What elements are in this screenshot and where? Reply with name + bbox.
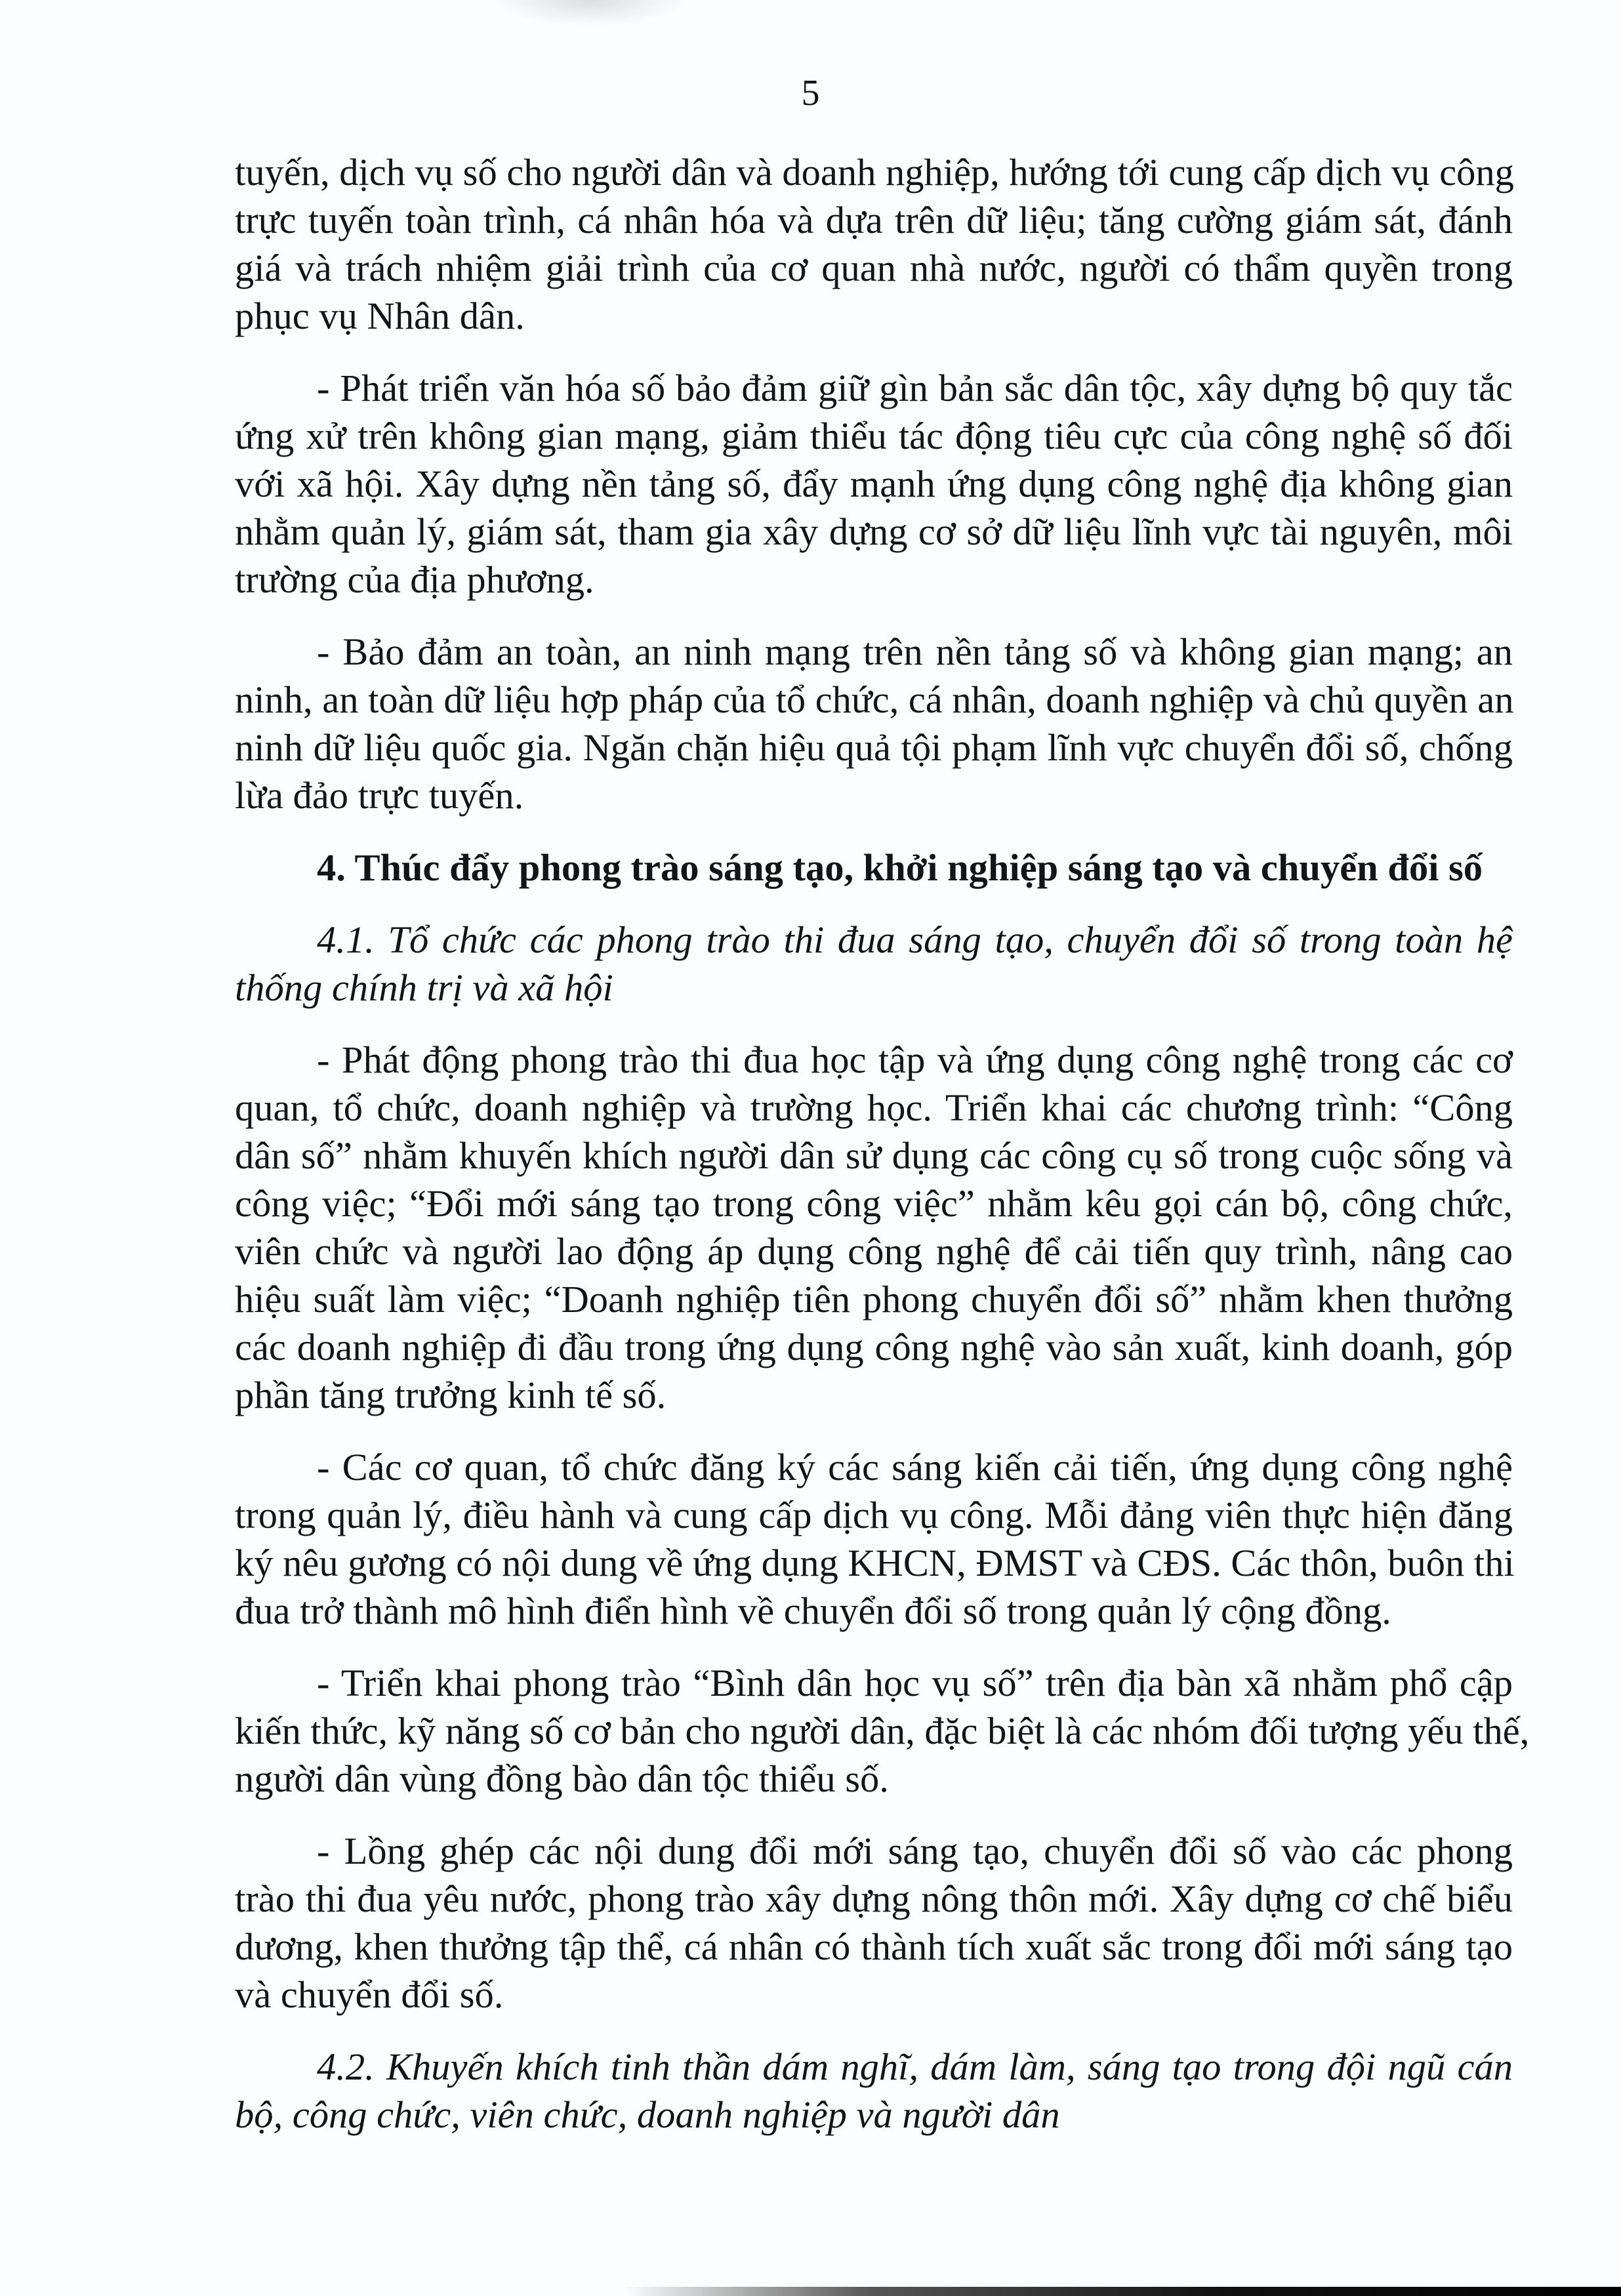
paragraph [235,1443,1513,1635]
text-line: hiệu suất làm việc; “Doanh nghiệp tiên phong chuyển đổi số” nhằm khen thưởng [235,1278,1513,1321]
text-line: 4. Thúc đẩy phong trào sáng tạo, khởi nghiệp sáng tạo và chuyển đổi số [317,846,1483,889]
text-line: tuyến, dịch vụ số cho người dân và doanh nghiệp, hướng tới cung cấp dịch vụ công [235,151,1514,194]
document-body [235,148,1530,2139]
scan-shadow [492,0,689,26]
paragraph [235,1036,1513,1419]
subsection-heading [235,916,1513,1012]
subsection-heading [235,2043,1513,2139]
text-line: trường của địa phương. [235,558,594,601]
text-line: và chuyển đổi số. [235,1973,504,2016]
text-line: với xã hội. Xây dựng nền tảng số, đẩy mạnh ứng dụng công nghệ địa không gian [235,462,1513,505]
text-line: kiến thức, kỹ năng số cơ bản cho người dân, đặc biệt là các nhóm đối tượng yếu thế, [235,1710,1530,1752]
text-line: trong quản lý, điều hành và cung cấp dịch vụ công. Mỗi đảng viên thực hiện đăng [235,1494,1513,1536]
text-line: - Phát triển văn hóa số bảo đảm giữ gìn bản sắc dân tộc, xây dựng bộ quy tắc [317,367,1513,409]
paragraph [235,1659,1530,1803]
paragraph [235,1827,1513,2019]
text-line: ứng xử trên không gian mạng, giảm thiểu tác động tiêu cực của công nghệ số đối [235,415,1513,457]
text-line: lừa đảo trực tuyến. [235,774,524,817]
text-line: ký nêu gương có nội dung về ứng dụng KHCN, ĐMST và CĐS. Các thôn, buôn thi [235,1542,1515,1584]
text-line: - Triển khai phong trào “Bình dân học vụ số” trên địa bàn xã nhằm phổ cập [317,1662,1513,1704]
page-number: 5 [801,73,820,113]
text-line: - Các cơ quan, tổ chức đăng ký các sáng kiến cải tiến, ứng dụng công nghệ [317,1446,1513,1488]
text-line: - Lồng ghép các nội dung đổi mới sáng tạo, chuyển đổi số vào các phong [317,1830,1513,1872]
text-line: - Bảo đảm an toàn, an ninh mạng trên nền tảng số và không gian mạng; an [317,630,1513,673]
text-line: viên chức và người lao động áp dụng công nghệ để cải tiến quy trình, nâng cao [235,1230,1513,1273]
text-line: đua trở thành mô hình điển hình về chuyển đổi số trong quản lý cộng đồng. [235,1589,1391,1632]
text-line: trào thi đua yêu nước, phong trào xây dựng nông thôn mới. Xây dựng cơ chế biểu [235,1877,1513,1920]
text-line: công việc; “Đổi mới sáng tạo trong công việc” nhằm kêu gọi cán bộ, công chức, [235,1182,1513,1225]
paragraph [235,364,1513,604]
text-line: người dân vùng đồng bào dân tộc thiểu số. [235,1757,889,1800]
text-line: quan, tổ chức, doanh nghiệp và trường học. Triển khai các chương trình: “Công [235,1086,1513,1129]
text-line: ninh, an toàn dữ liệu hợp pháp của tổ chức, cá nhân, doanh nghiệp và chủ quyền an [235,678,1514,721]
text-line: ninh dữ liệu quốc gia. Ngăn chặn hiệu quả tội phạm lĩnh vực chuyển đổi số, chống [235,726,1513,769]
paragraph [235,628,1513,819]
text-line: phần tăng trưởng kinh tế số. [235,1374,667,1416]
text-line: giá và trách nhiệm giải trình của cơ quan nhà nước, người có thẩm quyền trong [235,247,1513,289]
scan-edge [624,2287,1621,2296]
paragraph [235,148,1513,340]
text-line: dương, khen thưởng tập thể, cá nhân có thành tích xuất sắc trong đổi mới sáng tạo [235,1925,1513,1968]
text-line: thống chính trị và xã hội [235,966,613,1009]
text-line: 4.1. Tổ chức các phong trào thi đua sáng tạo, chuyển đổi số trong toàn hệ [317,918,1513,961]
text-line: - Phát động phong trào thi đua học tập và ứng dụng công nghệ trong các cơ [317,1038,1513,1081]
text-line: phục vụ Nhân dân. [235,295,525,337]
text-line: bộ, công chức, viên chức, doanh nghiệp và người dân [235,2093,1060,2136]
text-line: trực tuyến toàn trình, cá nhân hóa và dựa trên dữ liệu; tăng cường giám sát, đánh [235,199,1513,241]
text-line: dân số” nhằm khuyến khích người dân sử dụng các công cụ số trong cuộc sống và [235,1134,1513,1177]
text-line: 4.2. Khuyến khích tinh thần dám nghĩ, dám làm, sáng tạo trong đội ngũ cán [317,2045,1513,2088]
text-line: các doanh nghiệp đi đầu trong ứng dụng công nghệ vào sản xuất, kinh doanh, góp [235,1326,1513,1368]
text-line: nhằm quản lý, giám sát, tham gia xây dựng cơ sở dữ liệu lĩnh vực tài nguyên, môi [235,510,1513,553]
section-heading [235,844,1513,892]
